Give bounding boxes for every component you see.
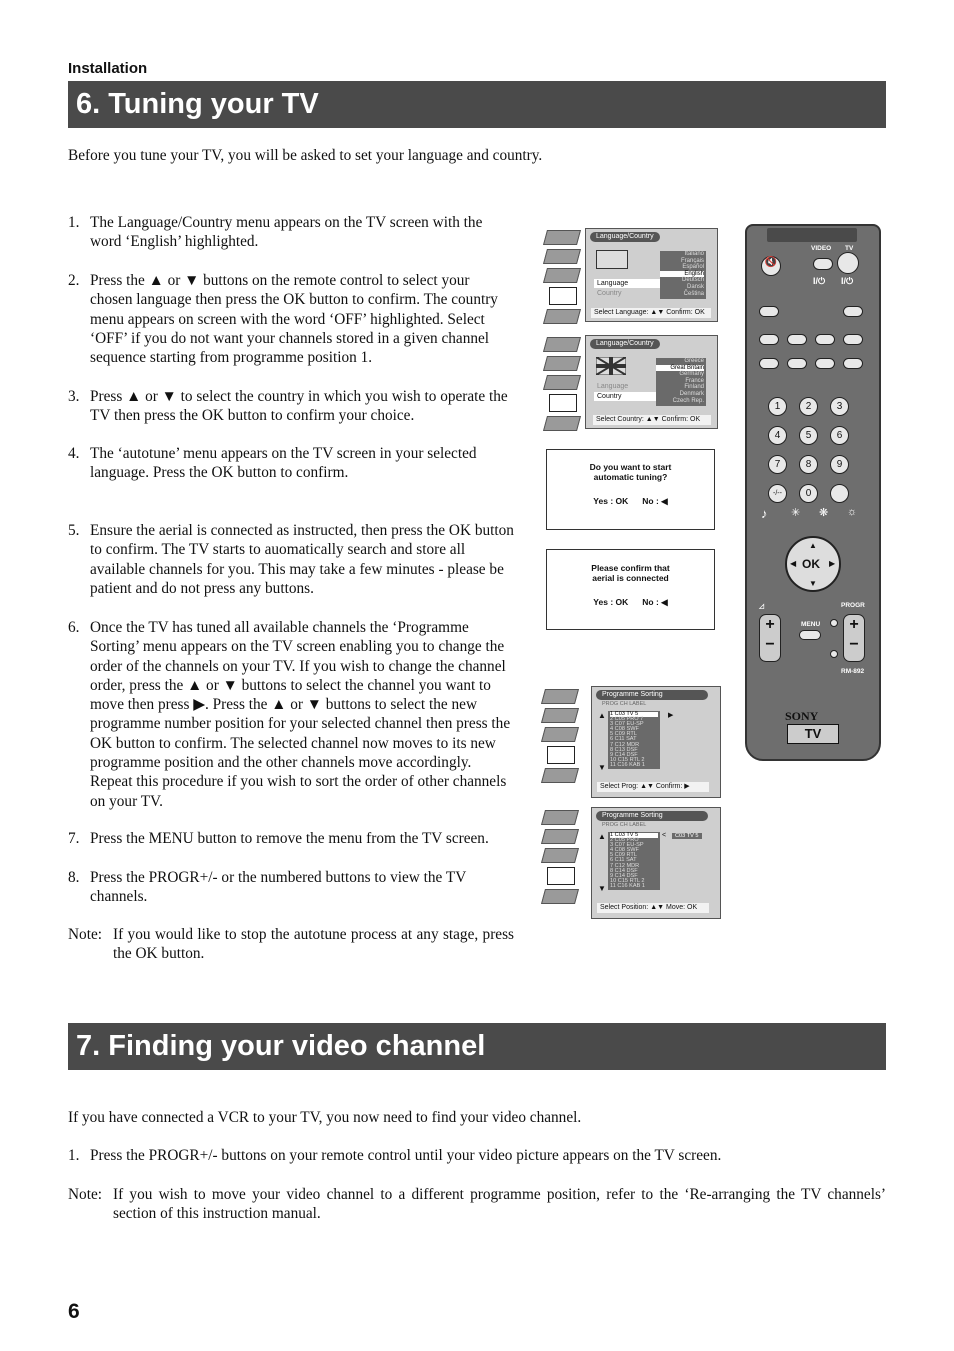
nav-right-icon[interactable]: ▶ <box>829 559 836 568</box>
progr-plus-indicator <box>830 619 838 627</box>
sound-mode-icon: ✳ <box>791 507 801 519</box>
country-option: Denmark <box>679 390 704 397</box>
menu-icon-column <box>543 689 581 787</box>
channel-row: 4 C08 SWF <box>610 726 639 733</box>
tv-power-button[interactable] <box>837 252 859 274</box>
model-label: RM-892 <box>841 668 865 675</box>
no-option: No : ◀ <box>642 496 668 506</box>
tv-power-label: I/⏻ <box>841 276 854 286</box>
step-text: The Language/Country menu appears on the TV screen with the word ‘English’ highlighted. <box>90 214 483 251</box>
menu-header: Language/Country <box>590 232 660 242</box>
menu-footer: Select Position: ▲▼ Move: OK <box>597 903 709 913</box>
up-arrow-icon: ▲ <box>598 832 606 841</box>
digit-0-button[interactable]: 0 <box>799 484 818 503</box>
channel-row: 7 C12 MDR <box>610 741 640 748</box>
step-text: Press the PROGR+/- buttons on your remote control until your video picture appears on the TV screen. <box>90 1147 722 1164</box>
volume-up-button[interactable]: + <box>765 616 775 633</box>
channel-row: 9 C14 DSF <box>610 751 638 758</box>
country-option: Finland <box>684 384 704 391</box>
brightness-icon: ☼ <box>847 506 858 518</box>
menu-button[interactable] <box>799 630 821 640</box>
step-text: Press the PROGR+/- or the numbered buttons to view the TV channels. <box>90 869 467 906</box>
language-list <box>660 251 706 299</box>
features-icon <box>541 727 579 742</box>
dialog-line-1: Please confirm that <box>591 563 670 573</box>
dialog-line-2: automatic tuning? <box>593 472 668 482</box>
menu-panel <box>591 807 721 919</box>
menu-footer: Select Prog: ▲▼ Confirm: ▶ <box>597 782 709 792</box>
mute-button[interactable]: 🔇 <box>761 256 781 276</box>
info-button[interactable] <box>843 306 863 317</box>
section-7-step-1 <box>68 1146 886 1165</box>
column-headers: PROG CH LABEL <box>602 701 647 707</box>
channel-row: 11 C16 KAB 1 <box>610 882 646 889</box>
preset-icon <box>541 889 579 904</box>
button-c[interactable] <box>843 334 863 345</box>
nav-left-icon[interactable]: ◀ <box>790 559 797 568</box>
language-menu-screen <box>545 228 720 322</box>
channel-row: 3 C07 EU-SP <box>610 721 644 728</box>
setup-icon <box>549 287 577 305</box>
ok-button[interactable]: OK <box>802 557 820 571</box>
autotune-dialog <box>546 449 715 530</box>
digit-5-button[interactable]: 5 <box>799 426 818 445</box>
features-icon <box>541 848 579 863</box>
language-option: Dansk <box>686 283 704 290</box>
language-option: Italiano <box>684 251 704 257</box>
preset-icon <box>541 768 579 783</box>
menu-icon-column <box>545 230 583 328</box>
language-row: Language <box>594 279 660 288</box>
channel-row: 6 C11 SAT <box>610 736 637 743</box>
menu-header: Programme Sorting <box>596 690 708 700</box>
channel-row: 2 C05 PRO <box>610 837 639 844</box>
language-option: Deutsch <box>681 277 704 284</box>
channel-row-selected: 1 C03 TV 5 <box>610 712 658 717</box>
features-icon <box>543 375 581 390</box>
step-number: 6. <box>68 619 80 636</box>
step-5 <box>68 521 514 598</box>
menu-icon-column <box>543 810 581 908</box>
step-8 <box>68 868 514 907</box>
step-number: 8. <box>68 869 80 886</box>
digit-8-button[interactable]: 8 <box>799 455 818 474</box>
sound-icon <box>543 249 581 264</box>
step-2 <box>68 271 514 367</box>
step-number: 7. <box>68 830 80 847</box>
step-3 <box>68 387 514 426</box>
nav-down-icon[interactable]: ▼ <box>809 579 817 588</box>
picture-icon <box>543 337 581 352</box>
digit-3-button[interactable]: 3 <box>830 397 849 416</box>
dialog-options <box>547 597 714 608</box>
picture-icon <box>543 230 581 245</box>
language-row: Language <box>597 383 629 390</box>
step-number: 1. <box>68 214 80 231</box>
button-e[interactable] <box>787 358 807 369</box>
note-label: Note: <box>68 1186 102 1203</box>
teletext-button[interactable] <box>759 306 779 317</box>
progr-down-button[interactable]: − <box>849 636 859 653</box>
country-option: Germany <box>679 371 704 378</box>
country-option: Greece <box>684 358 704 364</box>
section-7-title: 7. Finding your video channel <box>68 1023 886 1070</box>
digit-1-button[interactable]: 1 <box>768 397 787 416</box>
button-b[interactable] <box>815 334 835 345</box>
menu-panel <box>585 228 718 322</box>
section-6-note <box>68 925 514 964</box>
button-a[interactable] <box>787 334 807 345</box>
music-note-icon: ♪ <box>761 506 768 521</box>
channel-row: 2 C05 PRO 7 <box>610 716 644 723</box>
progr-up-button[interactable]: + <box>849 616 859 633</box>
step-text: Press ▲ or ▼ to select the country in which you wish to operate the TV then press the OK button to confirm your choice. <box>90 388 508 425</box>
channel-row: 8 C14 DSF <box>610 867 638 874</box>
digit-7-button[interactable]: 7 <box>768 455 787 474</box>
language-option: Español <box>682 264 704 271</box>
channel-row: 4 C08 SWF <box>610 847 639 854</box>
menu-footer: Select Language: ▲▼ Confirm: OK <box>591 308 711 318</box>
step-number: 4. <box>68 445 80 462</box>
progr-label: PROGR <box>841 602 865 609</box>
features-icon <box>543 268 581 283</box>
progr-minus-indicator <box>830 650 838 658</box>
down-arrow-icon: ▼ <box>598 763 606 772</box>
country-list <box>656 358 706 406</box>
language-option-selected: English <box>660 271 704 278</box>
digit-6-button[interactable]: 6 <box>830 426 849 445</box>
sound-icon <box>543 356 581 371</box>
preset-icon <box>543 416 581 431</box>
channel-row: 10 C15 RTL 2 <box>610 877 645 884</box>
note-label: Note: <box>68 926 102 943</box>
video-label: VIDEO <box>811 245 832 252</box>
flag-placeholder <box>596 250 628 269</box>
channel-row: 3 C07 EU-SP <box>610 842 644 849</box>
tv-label: TV <box>845 245 854 252</box>
video-power-label: I/⏻ <box>813 276 826 286</box>
step-text: Once the TV has tuned all available channels the ‘Programme Sorting’ menu appears on the TV screen enabling you to change the order of the channels on your TV. If you wish to change the channel order, press the ▲ or ▼ buttons to select the channel you want to move then press ▶. Press the ▲ or ▼ buttons to select the new programme number position for your selected channel then press the OK button to confirm. The selected channel now moves to its new programme position and the other channels move accordingly. Repeat this procedure if you wish to sort the order of other channels on your TV. <box>90 619 511 810</box>
channel-row: 11 C16 KAB 1 <box>610 761 646 768</box>
menu-icon-column <box>545 337 583 435</box>
language-option: Čeština <box>683 290 704 297</box>
page-number: 6 <box>68 1300 80 1323</box>
language-option: Français <box>680 257 704 264</box>
union-flag-icon <box>596 357 626 375</box>
step-number: 2. <box>68 272 80 289</box>
yes-option: Yes : OK <box>593 496 629 506</box>
programme-sorting-screen-2 <box>543 807 721 919</box>
move-pointer-icon: < <box>662 832 667 839</box>
setup-icon <box>547 867 575 885</box>
step-text: The ‘autotune’ menu appears on the TV screen in your selected language. Press the OK button to confirm. <box>90 445 477 482</box>
sound-icon <box>541 708 579 723</box>
picture-icon <box>541 689 579 704</box>
picture-icon <box>541 810 579 825</box>
step-text: Ensure the aerial is connected as instructed, then press the OK button to confirm. The TV starts to auomatically search and store all available channels for you. This may take a few minutes - please be patient and do not press any buttons. <box>90 522 514 597</box>
preset-icon <box>543 309 581 324</box>
no-option: No : ◀ <box>642 597 668 607</box>
step-number: 1. <box>68 1147 80 1164</box>
step-6 <box>68 618 514 811</box>
channel-row: 5 C09 RTL <box>610 731 637 738</box>
dialog-line-1: Do you want to start <box>589 462 672 472</box>
dialog-options <box>547 496 714 507</box>
menu-footer: Select Country: ▲▼ Confirm: OK <box>593 415 711 425</box>
button-d[interactable] <box>759 358 779 369</box>
ir-window <box>767 228 857 242</box>
column-headers: PROG CH LABEL <box>602 822 647 828</box>
section-7-note <box>68 1185 886 1224</box>
channel-row-selected: 1 C03 TV 5 <box>610 833 658 838</box>
dialog-line-2: aerial is connected <box>592 573 669 583</box>
button-f[interactable] <box>815 358 835 369</box>
menu-panel <box>585 335 718 429</box>
channel-row: 8 C13 DSF <box>610 746 638 753</box>
volume-label-icon: ◿ <box>759 603 764 610</box>
channel-list <box>608 832 660 890</box>
text-mode-button[interactable] <box>759 334 779 345</box>
step-1 <box>68 213 514 252</box>
channel-row: 10 C15 RTL 2 <box>610 756 645 763</box>
country-row: Country <box>594 392 660 401</box>
step-4 <box>68 444 514 483</box>
step-text: Press the MENU button to remove the menu from the TV screen. <box>90 830 489 847</box>
note-text: If you would like to stop the autotune process at any stage, press the OK button. <box>113 926 514 963</box>
digit-9-button[interactable]: 9 <box>830 455 849 474</box>
section-7-intro: If you have connected a VCR to your TV, you now need to find your video channel. <box>68 1109 582 1126</box>
down-arrow-icon: ▼ <box>598 884 606 893</box>
step-number: 5. <box>68 522 80 539</box>
setup-icon <box>549 394 577 412</box>
channel-row: 5 C09 RTL <box>610 852 637 859</box>
double-digit-button[interactable]: -/-- <box>768 484 787 503</box>
menu-header: Language/Country <box>590 339 660 349</box>
sound-icon <box>541 829 579 844</box>
tv-badge: TV <box>787 724 839 744</box>
video-power-button[interactable] <box>813 258 833 270</box>
previous-channel-button[interactable] <box>830 484 849 503</box>
button-g[interactable] <box>843 358 863 369</box>
up-arrow-icon: ▲ <box>598 711 606 720</box>
step-text: Press the ▲ or ▼ buttons on the remote control to select your chosen language then press the OK button to confirm. The country menu appears on screen with the word ‘OFF’ highlighted. Select ‘OFF’ if you do not want your channels stored in a given channel sequence starting from programme position 1. <box>90 272 498 367</box>
progr-rocker[interactable] <box>843 614 865 662</box>
nav-up-icon[interactable]: ▲ <box>809 541 817 550</box>
menu-header: Programme Sorting <box>596 811 708 821</box>
setup-icon <box>547 746 575 764</box>
channel-row: 9 C14 DSF <box>610 872 638 879</box>
remote-control <box>745 224 881 761</box>
country-option: France <box>685 377 704 384</box>
step-number: 3. <box>68 388 80 405</box>
note-text: If you wish to move your video channel to a different programme position, refer to the ‘Re-arranging the TV channels’ section of this instruction manual. <box>113 1186 886 1223</box>
channel-list <box>608 711 660 769</box>
channel-row: 6 C11 SAT <box>610 857 637 864</box>
channel-row: 7 C12 MDR <box>610 862 640 869</box>
sony-logo: SONY <box>785 709 819 723</box>
section-label: Installation <box>68 60 148 77</box>
picture-mode-icon: ❋ <box>819 507 829 519</box>
digit-2-button[interactable]: 2 <box>799 397 818 416</box>
step-7 <box>68 829 514 848</box>
volume-down-button[interactable]: − <box>765 636 775 653</box>
moving-channel: C03 TV 5 <box>672 833 702 839</box>
digit-4-button[interactable]: 4 <box>768 426 787 445</box>
aerial-dialog <box>546 549 715 630</box>
yes-option: Yes : OK <box>593 597 629 607</box>
navigation-pad[interactable] <box>785 536 841 592</box>
right-arrow-icon: ▶ <box>668 712 674 719</box>
country-menu-screen <box>545 335 720 429</box>
section-6-intro: Before you tune your TV, you will be asked to set your language and country. <box>68 147 543 164</box>
section-6-title: 6. Tuning your TV <box>68 81 886 128</box>
country-option: Czech Rep. <box>672 397 704 404</box>
volume-rocker[interactable] <box>759 614 781 662</box>
menu-label: MENU <box>801 621 821 628</box>
country-option-selected: Great Britain <box>656 365 704 372</box>
menu-panel <box>591 686 721 798</box>
programme-sorting-screen-1 <box>543 686 721 798</box>
country-row: Country <box>597 290 622 297</box>
